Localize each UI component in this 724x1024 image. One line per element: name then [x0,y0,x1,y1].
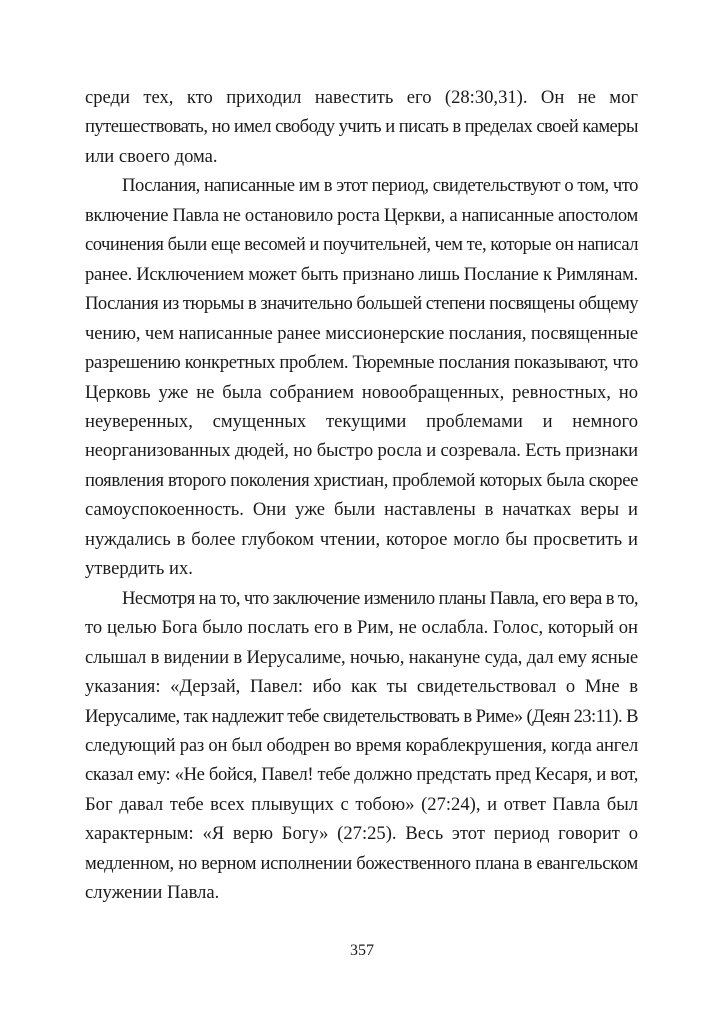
text-line: сказал ему: «Не бойся, Павел! тебе должно предстать пред Кесаря, и вот, [85,764,638,786]
text-line: среди тех, кто приходил навестить его (28:30,31). Он не мог [85,87,638,108]
text-line: сочинения были еще весомей и поучительней, чем те, которые он написал [85,234,638,256]
text-line: или своего дома. [85,145,218,167]
text-line: Иерусалиме, так надлежит тебе свидетельствовать в Риме» (Деян 23:11). В [85,705,638,727]
text-line: Несмотря на то, что заключение изменило планы Павла, его вера в то, [122,587,638,609]
paragraph-3 [85,584,638,908]
text-line: Послания из тюрьмы в значительно большей степени посвящены общему [85,293,638,315]
text-line: указания: «Дерзай, Павел: ибо как ты свидетельствовал о Мне в [85,676,638,698]
text-line: следующий раз он был ободрен во время кораблекрушения, когда ангел [85,734,639,756]
paragraph-2 [85,171,638,583]
text-line: то целью Бога было послать его в Рим, не ослабла. Голос, который он [85,617,638,639]
body-text [85,83,638,908]
text-line: самоуспокоенность. Они уже были наставлены в начатках веры и [85,499,638,521]
text-line: медленном, но верном исполнении божественного плана в евангельском [85,852,638,874]
text-line: характерным: «Я верю Богу» (27:25). Весь этот период говорит о [85,823,638,845]
text-line: утвердить их. [85,558,193,580]
text-line: путешествовать, но имел свободу учить и писать в пределах своей камеры [85,116,638,138]
text-line: служении Павла. [85,882,220,904]
paragraph-1 [85,83,638,171]
text-line: Послания, написанные им в этот период, свидетельствуют о том, что [122,175,638,197]
text-line: появления второго поколения христиан, проблемой которых была скорее [85,469,638,491]
text-line: разрешению конкретных проблем. Тюремные послания показывают, что [85,352,638,374]
text-line: Бог давал тебе всех плывущих с тобою» (27:24), и ответ Павла был [85,793,638,815]
text-line: нуждались в более глубоком чтении, которое могло бы просветить и [85,528,638,550]
text-line: неуверенных, смущенных текущими проблемами и немного [85,410,638,432]
page-number: 357 [350,942,374,959]
text-line: включение Павла не остановило роста Церкви, а написанные апостолом [85,204,638,226]
text-line: Церковь уже не была собранием новообращенных, ревностных, но [85,381,638,403]
text-line: слышал в видении в Иерусалиме, ночью, накануне суда, дал ему ясные [85,646,638,668]
text-line: ранее. Исключением может быть признано лишь Послание к Римлянам. [85,263,638,285]
text-line: чению, чем написанные ранее миссионерские послания, посвященные [85,322,638,344]
text-line: неорганизованных дюдей, но быстро росла и созревала. Есть признаки [85,440,638,462]
